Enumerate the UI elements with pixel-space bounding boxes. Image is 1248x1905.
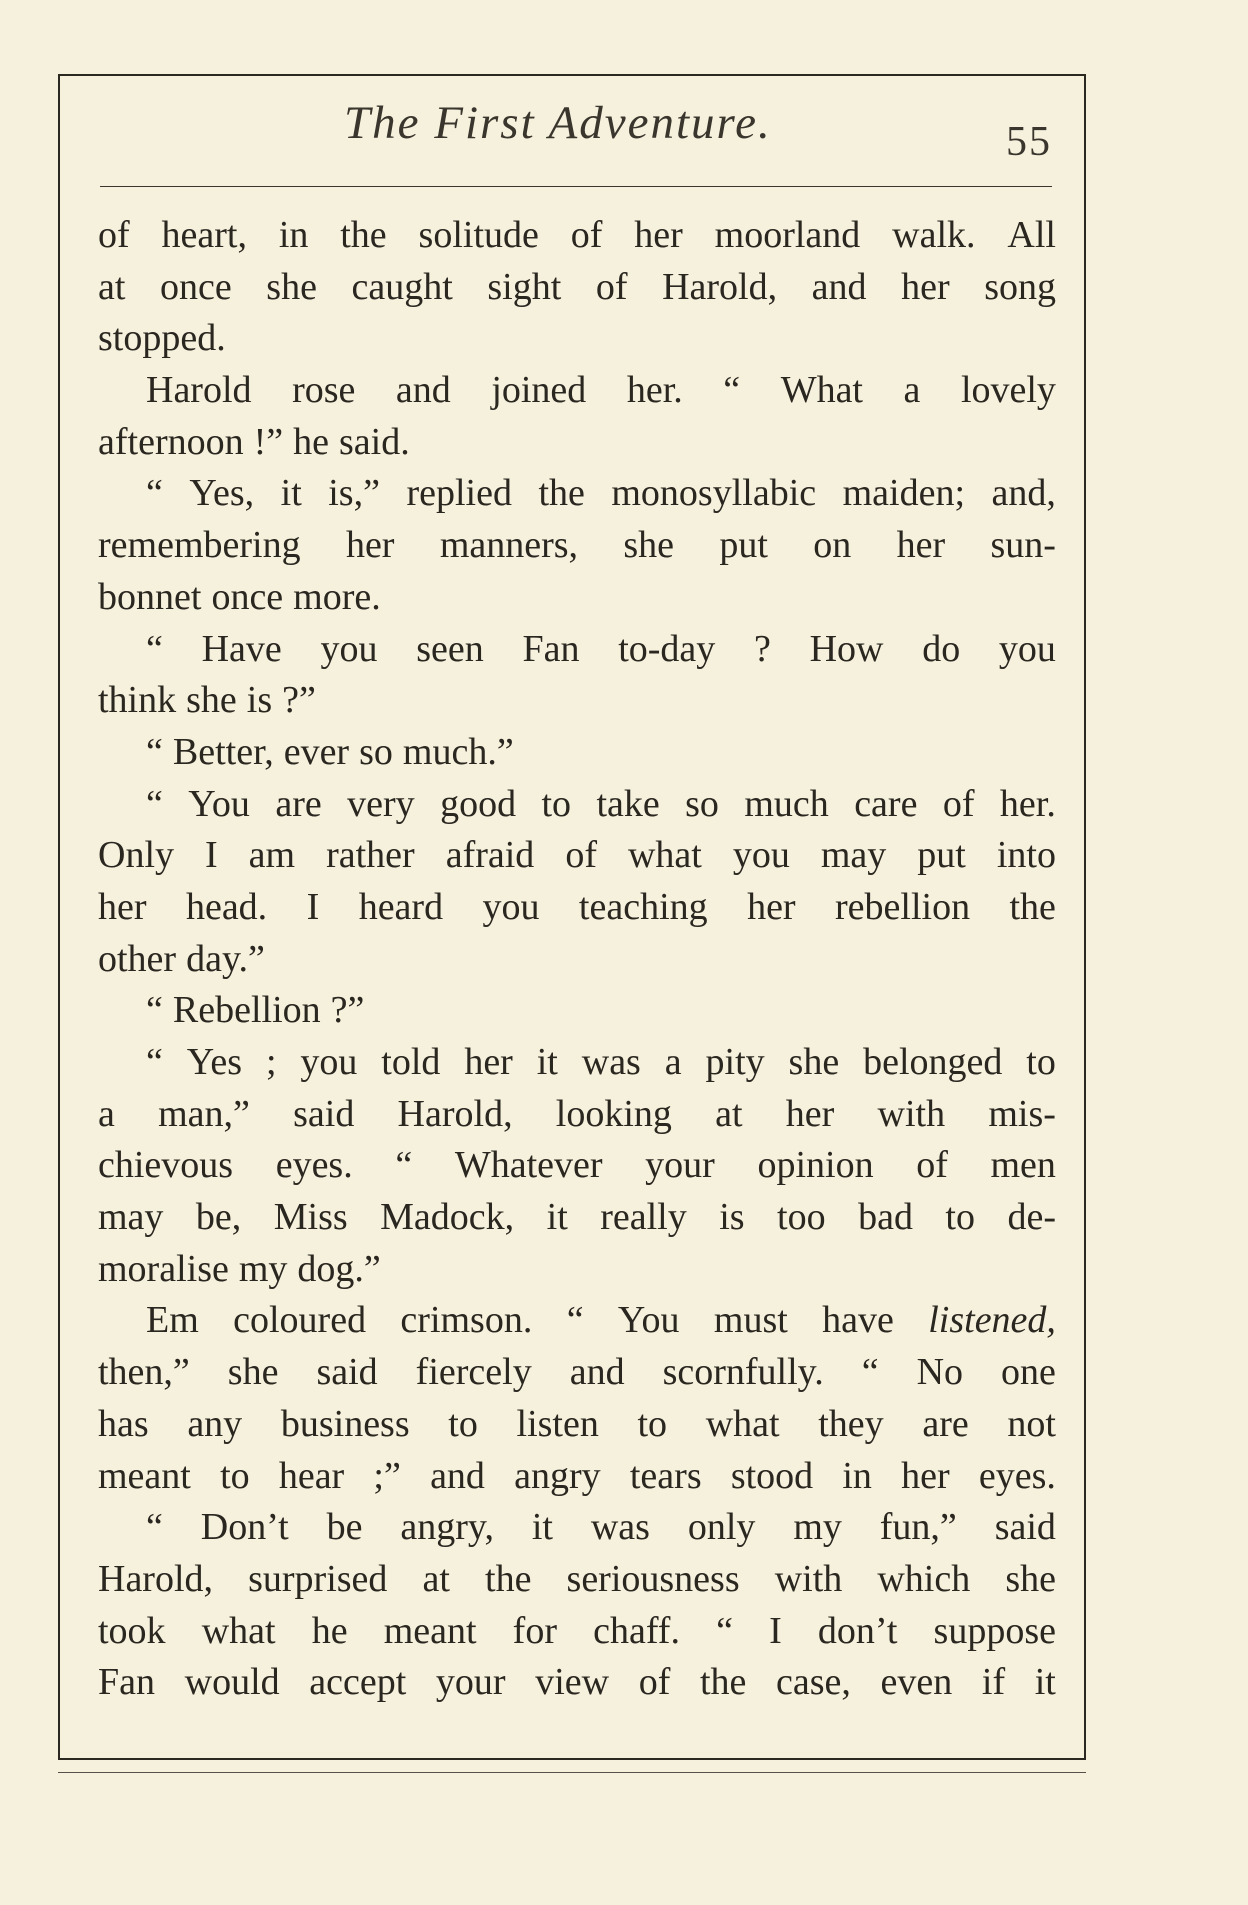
text-line: afternoon !” he said.	[98, 420, 410, 463]
text-line: her head. I heard you teaching her rebellion the	[98, 885, 1056, 928]
header-rule	[100, 186, 1052, 187]
text-line: bonnet once more.	[98, 575, 381, 618]
text-line: Fan would accept your view of the case, even if it	[98, 1661, 1056, 1704]
text-line: Only I am rather afraid of what you may put into	[98, 834, 1056, 877]
text-line: Harold, surprised at the seriousness with which she	[98, 1557, 1056, 1600]
text-line: think she is ?”	[98, 679, 316, 722]
running-title: The First Adventure.	[344, 97, 772, 149]
text-line: “ Rebellion ?”	[146, 989, 365, 1032]
text-line: of heart, in the solitude of her moorland walk. All	[98, 214, 1056, 256]
text-line: then,” she said fiercely and scornfully. “ No one	[98, 1351, 1056, 1394]
text-line: may be, Miss Madock, it really is too bad to de-	[98, 1196, 1056, 1239]
text-line: remembering her manners, she put on her sun-	[98, 524, 1056, 567]
text-line: took what he meant for chaff. “ I don’t suppose	[98, 1609, 1056, 1652]
text-line: has any business to listen to what they are not	[98, 1402, 1056, 1445]
text-line: “ Better, ever so much.”	[146, 730, 514, 773]
text-line: at once she caught sight of Harold, and her song	[98, 265, 1056, 308]
text-line: “ Don’t be angry, it was only my fun,” said	[146, 1506, 1056, 1549]
body-text	[98, 210, 1056, 1709]
text-line: Harold rose and joined her. “ What a lovely	[146, 369, 1056, 412]
text-line: a man,” said Harold, looking at her with mis-	[98, 1092, 1056, 1135]
text-line: other day.”	[98, 937, 265, 980]
text-line: meant to hear ;” and angry tears stood in her eyes.	[98, 1454, 1056, 1497]
text-line: moralise my dog.”	[98, 1247, 381, 1290]
text-line: Em coloured crimson. “ You must have listened,	[146, 1299, 1056, 1342]
page-number: 55	[1006, 119, 1052, 165]
text-line: “ Yes ; you told her it was a pity she belonged to	[146, 1041, 1056, 1083]
text-line: chievous eyes. “ Whatever your opinion of men	[98, 1144, 1056, 1187]
text-line: “ You are very good to take so much care of her.	[146, 782, 1056, 825]
footer-rule	[58, 1772, 1086, 1773]
text-line: stopped.	[98, 317, 226, 360]
text-line: “ Have you seen Fan to-day ? How do you	[146, 627, 1056, 670]
text-line: “ Yes, it is,” replied the monosyllabic maiden; and,	[146, 472, 1056, 515]
